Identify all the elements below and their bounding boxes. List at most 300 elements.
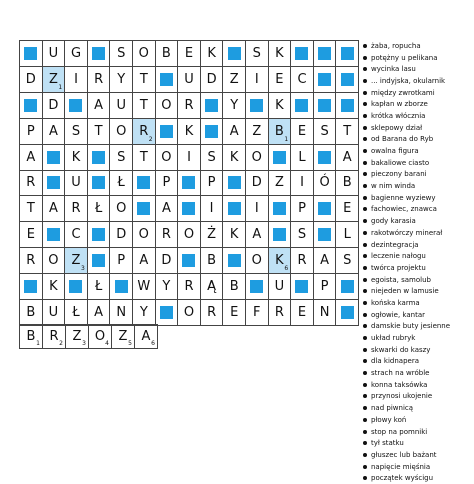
cell-letter: D (116, 227, 127, 243)
clue-text: sklepowy dział (371, 123, 423, 132)
cell-letter: N (319, 305, 330, 321)
cell-letter: O (161, 97, 172, 113)
blue-square-icon (92, 228, 105, 241)
blue-square-icon (273, 151, 286, 164)
cell-letter: F (253, 305, 261, 321)
highlighted-letter-cell (65, 248, 88, 274)
blue-square-icon (318, 73, 331, 86)
letter-cell (43, 248, 66, 274)
cell-letter: S (320, 123, 329, 139)
cell-letter: I (254, 71, 259, 87)
clue-item (363, 215, 474, 227)
cell-number: 2 (148, 135, 153, 143)
letter-cell (110, 145, 133, 171)
letter-cell (43, 41, 66, 67)
letter-cell (178, 119, 201, 145)
cell-letter: S (117, 45, 126, 61)
clue-item (363, 402, 474, 414)
cell-letter: U (71, 175, 81, 191)
cell-letter: O (116, 201, 127, 217)
cell-letter: O (161, 149, 172, 165)
black-square (314, 41, 337, 67)
letter-cell (133, 41, 156, 67)
cell-letter: E (297, 123, 307, 139)
highlighted-letter-cell (269, 119, 292, 145)
blue-square-icon (137, 176, 150, 189)
blue-square-icon (205, 99, 218, 112)
bullet-icon (363, 371, 367, 375)
letter-cell (223, 93, 246, 119)
black-square (246, 93, 269, 119)
black-square (291, 41, 314, 67)
letter-cell (156, 248, 179, 274)
black-square (156, 300, 179, 326)
black-square (314, 222, 337, 248)
blue-square-icon (160, 125, 173, 138)
cell-letter: A (26, 149, 36, 165)
cell-letter: E (26, 227, 35, 243)
black-square (201, 119, 224, 145)
clue-item (363, 297, 474, 309)
clue-item (363, 239, 474, 251)
black-square (336, 67, 359, 93)
blue-square-icon (318, 151, 331, 164)
clue-item (363, 122, 474, 134)
letter-cell (178, 300, 201, 326)
letter-cell (156, 171, 179, 197)
cell-letter: B (26, 305, 36, 321)
cell-letter: Ł (117, 175, 125, 191)
letter-cell (65, 171, 88, 197)
bullet-icon (363, 231, 367, 235)
bullet-icon (363, 406, 367, 410)
blue-square-icon (228, 47, 241, 60)
cell-letter: E (230, 305, 239, 321)
clue-text: pieczony barani (371, 170, 427, 179)
black-square (336, 300, 359, 326)
cell-letter: T (94, 123, 103, 139)
cell-letter: E (343, 201, 352, 217)
letter-cell (20, 222, 43, 248)
letter-cell (269, 171, 292, 197)
password-cell (20, 325, 43, 349)
letter-cell (314, 248, 337, 274)
cell-letter: A (229, 123, 239, 139)
letter-cell (43, 300, 66, 326)
password-letter: B (26, 329, 36, 344)
bullet-icon (363, 441, 367, 445)
black-square (178, 171, 201, 197)
cell-letter: U (48, 45, 59, 61)
bullet-icon (363, 161, 367, 165)
letter-cell (20, 119, 43, 145)
clue-text: głuszec lub bażant (371, 450, 437, 459)
blue-square-icon (47, 228, 60, 241)
bullet-icon (363, 313, 367, 317)
letter-cell (178, 93, 201, 119)
cell-letter: I (209, 201, 214, 217)
clue-text: konna taksówka (371, 380, 428, 389)
letter-cell (269, 93, 292, 119)
password-letter: A (141, 329, 151, 344)
blue-square-icon (295, 280, 308, 293)
black-square (178, 196, 201, 222)
cell-letter: P (117, 253, 126, 269)
cell-letter: I (187, 149, 191, 165)
blue-square-icon (318, 202, 331, 215)
cell-letter: D (25, 71, 36, 87)
cell-letter: O (251, 253, 262, 269)
cell-letter: K (229, 149, 239, 165)
bullet-icon (363, 266, 367, 270)
letter-cell (65, 145, 88, 171)
cell-number: 1 (284, 135, 289, 143)
cell-letter: U (48, 305, 59, 321)
cell-letter: K (229, 227, 239, 243)
bullet-icon (363, 137, 367, 141)
letter-cell (133, 300, 156, 326)
letter-cell (65, 119, 88, 145)
cell-letter: B (342, 175, 352, 191)
cell-letter: Y (230, 97, 239, 113)
bullet-icon (363, 453, 367, 457)
letter-cell (291, 300, 314, 326)
cell-letter: O (116, 123, 127, 139)
black-square (178, 248, 201, 274)
black-square (223, 248, 246, 274)
black-square (88, 171, 111, 197)
black-square (269, 196, 292, 222)
black-square (20, 41, 43, 67)
cell-letter: K (49, 279, 58, 295)
clue-item (363, 98, 474, 110)
cell-letter: R (207, 305, 217, 321)
bullet-icon (363, 56, 367, 60)
clue-text: napięcie mięśnia (371, 462, 431, 471)
clue-text: bagienne wyziewy (371, 193, 436, 202)
bullet-icon (363, 149, 367, 153)
cell-letter: I (254, 201, 259, 217)
black-square (269, 222, 292, 248)
bullet-icon (363, 126, 367, 130)
blue-square-icon (160, 73, 173, 86)
black-square (88, 41, 111, 67)
clue-item (363, 262, 474, 274)
letter-cell (201, 145, 224, 171)
cell-letter: R (26, 253, 36, 269)
cell-letter: Z (229, 71, 239, 87)
bullet-icon (363, 91, 367, 95)
letter-cell (223, 274, 246, 300)
clue-text: niejeden w lamusie (371, 287, 439, 296)
cell-letter: U (116, 97, 126, 113)
blue-square-icon (47, 176, 60, 189)
letter-cell (291, 67, 314, 93)
letter-cell (20, 171, 43, 197)
cell-letter: D (251, 175, 262, 191)
letter-cell (201, 67, 224, 93)
clue-text: od Barana do Ryb (371, 135, 434, 144)
black-square (314, 145, 337, 171)
letter-cell (110, 119, 133, 145)
letter-cell (133, 248, 156, 274)
cell-letter: R (297, 253, 307, 269)
letter-cell (246, 119, 269, 145)
clue-item (363, 321, 474, 333)
letter-cell (20, 67, 43, 93)
clue-text: dla kidnapera (371, 357, 419, 366)
black-square (20, 93, 43, 119)
letter-cell (269, 274, 292, 300)
password-number: 1 (36, 340, 40, 347)
clue-text: kapłan w zborze (371, 100, 428, 109)
letter-cell (65, 300, 88, 326)
letter-cell (291, 119, 314, 145)
black-square (88, 145, 111, 171)
blue-square-icon (228, 202, 241, 215)
letter-cell (110, 171, 133, 197)
clue-text: fachowiec, znawca (371, 205, 437, 214)
password-letter: R (49, 329, 59, 344)
clue-text: żaba, ropucha (371, 41, 421, 50)
bullet-icon (363, 254, 367, 258)
blue-square-icon (137, 202, 150, 215)
clue-item (363, 180, 474, 192)
cell-letter: Ł (72, 305, 80, 321)
cell-letter: E (275, 71, 284, 87)
bullet-icon (363, 172, 367, 176)
cell-letter: P (207, 175, 216, 191)
cell-letter: K (275, 45, 284, 61)
cell-letter: Z (71, 253, 81, 269)
blue-square-icon (341, 306, 354, 319)
cell-letter: L (343, 227, 351, 243)
clue-text: płowy koń (371, 415, 407, 424)
blue-square-icon (92, 47, 105, 60)
letter-cell (336, 222, 359, 248)
cell-letter: O (251, 149, 262, 165)
cell-letter: Y (139, 305, 148, 321)
cell-letter: W (137, 279, 151, 295)
clue-text: gody karasia (371, 217, 416, 226)
black-square (314, 93, 337, 119)
clue-item (363, 145, 474, 157)
cell-letter: R (184, 97, 194, 113)
letter-cell (269, 41, 292, 67)
letter-cell (201, 222, 224, 248)
clue-item (363, 52, 474, 64)
letter-cell (88, 67, 111, 93)
cell-letter: T (26, 201, 35, 217)
cell-letter: D (48, 97, 59, 113)
black-square (336, 41, 359, 67)
highlighted-letter-cell (43, 67, 66, 93)
cell-letter: R (161, 227, 171, 243)
letter-cell (336, 248, 359, 274)
password-number: 5 (128, 340, 132, 347)
cell-letter: S (207, 149, 216, 165)
clue-list (363, 40, 474, 484)
blue-square-icon (250, 280, 263, 293)
letter-cell (133, 222, 156, 248)
letter-cell (201, 196, 224, 222)
clue-text: stop na pomniki (371, 427, 428, 436)
clue-item (363, 192, 474, 204)
bullet-icon (363, 289, 367, 293)
password-number: 4 (105, 340, 109, 347)
bullet-icon (363, 383, 367, 387)
blue-square-icon (273, 228, 286, 241)
letter-cell (336, 119, 359, 145)
clue-text: nad piwnicą (371, 404, 414, 413)
letter-cell (314, 119, 337, 145)
cell-letter: A (48, 201, 58, 217)
clue-text: leczenie nałogu (371, 252, 426, 261)
cell-letter: R (139, 123, 149, 139)
bullet-icon (363, 67, 367, 71)
clue-item (363, 309, 474, 321)
bullet-icon (363, 102, 367, 106)
black-square (223, 41, 246, 67)
cell-letter: T (139, 71, 148, 87)
blue-square-icon (47, 151, 60, 164)
bullet-icon (363, 79, 367, 83)
letter-cell (201, 248, 224, 274)
black-square (314, 196, 337, 222)
clue-item (363, 204, 474, 216)
blue-square-icon (160, 306, 173, 319)
bullet-icon (363, 430, 367, 434)
blue-square-icon (295, 99, 308, 112)
clue-item (363, 379, 474, 391)
clue-text: damskie buty jesienne (371, 322, 451, 331)
black-square (65, 274, 88, 300)
letter-cell (110, 248, 133, 274)
black-square (223, 196, 246, 222)
highlighted-letter-cell (269, 248, 292, 274)
clue-text: przynosi ukojenie (371, 392, 433, 401)
blue-square-icon (318, 99, 331, 112)
letter-cell (43, 274, 66, 300)
blue-square-icon (24, 280, 37, 293)
letter-cell (110, 196, 133, 222)
cell-letter: B (229, 279, 239, 295)
cell-letter: T (139, 149, 148, 165)
black-square (269, 145, 292, 171)
blue-square-icon (182, 202, 195, 215)
password-cell (66, 325, 89, 349)
cell-letter: S (117, 149, 126, 165)
clue-text: tył statku (371, 439, 404, 448)
password-number: 3 (82, 340, 86, 347)
cell-letter: K (275, 253, 284, 269)
black-square (201, 93, 224, 119)
blue-square-icon (273, 202, 286, 215)
blue-square-icon (24, 47, 37, 60)
clue-item (363, 426, 474, 438)
cell-letter: Ł (94, 279, 103, 295)
cell-letter: Y (162, 279, 171, 295)
cell-letter: S (71, 123, 81, 139)
cell-letter: U (274, 279, 285, 295)
cell-letter: R (26, 175, 36, 191)
letter-cell (88, 93, 111, 119)
clue-item (363, 449, 474, 461)
bullet-icon (363, 348, 367, 352)
letter-cell (156, 222, 179, 248)
letter-cell (246, 248, 269, 274)
password-row (19, 324, 158, 349)
password-letter: Z (118, 329, 128, 344)
blue-square-icon (92, 176, 105, 189)
clue-text: ogłowie, kantar (371, 310, 425, 319)
letter-cell (110, 300, 133, 326)
letter-cell (223, 145, 246, 171)
black-square (291, 93, 314, 119)
letter-cell (156, 274, 179, 300)
letter-cell (133, 145, 156, 171)
letter-cell (110, 41, 133, 67)
letter-cell (43, 93, 66, 119)
password-letter: Z (72, 329, 82, 344)
letter-cell (178, 145, 201, 171)
letter-cell (110, 67, 133, 93)
letter-cell (223, 67, 246, 93)
cell-letter: I (74, 71, 78, 87)
letter-cell (156, 93, 179, 119)
clue-text: strach na wróble (371, 369, 430, 378)
clue-item (363, 414, 474, 426)
letter-cell (88, 274, 111, 300)
blue-square-icon (250, 99, 263, 112)
black-square (133, 196, 156, 222)
bullet-icon (363, 207, 367, 211)
cell-letter: E (184, 45, 194, 61)
letter-cell (246, 222, 269, 248)
blue-square-icon (341, 99, 354, 112)
clue-item (363, 110, 474, 122)
clue-item (363, 157, 474, 169)
cell-letter: N (116, 305, 127, 321)
letter-cell (43, 196, 66, 222)
cell-letter: T (343, 123, 352, 139)
clue-text: twórca projektu (371, 263, 426, 272)
clue-item (363, 274, 474, 286)
blue-square-icon (205, 125, 218, 138)
cell-letter: C (71, 227, 81, 243)
black-square (133, 171, 156, 197)
bullet-icon (363, 184, 367, 188)
bullet-icon (363, 394, 367, 398)
letter-cell (43, 119, 66, 145)
clue-item (363, 356, 474, 368)
clue-text: układ rubryk (371, 334, 416, 343)
bullet-icon (363, 278, 367, 282)
cell-letter: P (320, 279, 329, 295)
letter-cell (156, 41, 179, 67)
cell-letter: S (297, 227, 307, 243)
letter-cell (336, 196, 359, 222)
cell-letter: Z (48, 71, 58, 87)
black-square (43, 222, 66, 248)
cell-letter: T (139, 97, 148, 113)
cell-letter: O (138, 45, 149, 61)
letter-cell (178, 67, 201, 93)
cell-letter: P (298, 201, 306, 217)
letter-cell (133, 67, 156, 93)
letter-cell (156, 196, 179, 222)
clue-text: egoista, samolub (371, 275, 431, 284)
